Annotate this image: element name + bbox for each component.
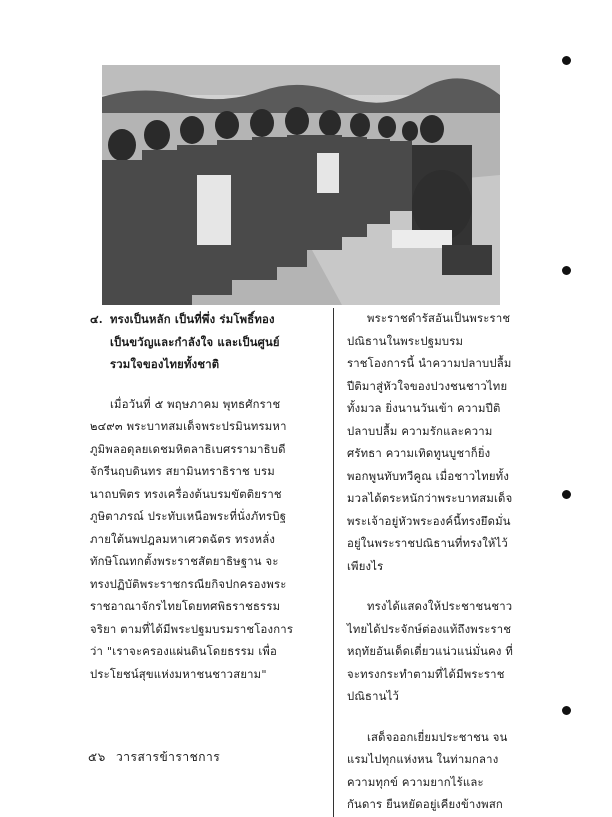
page-footer [88,748,220,767]
publication-name: วารสารข้าราชการ [116,750,221,764]
section-heading [90,308,295,376]
margin-mark [562,706,571,715]
page-number: ๕๖ [88,750,106,764]
photo-icon [102,65,500,305]
photo-king-with-villagers [102,65,500,305]
body-paragraph: เมื่อวันที่ ๕ พฤษภาคม พุทธศักราช ๒๔๙๓ พระบาทสมเด็จพระปรมินทรมหาภูมิพลอดุลยเดชมหิตลาธิเบศรรามาธิบดี จักรีนฤบดินทร สยามินทราธิราช บรมนาถบพิตร ทรงเครื่องต้นบรมขัตติยราชภูษิตาภรณ์ ประทับเหนือพระที่นั่งภัทรบิฐ ภายใต้นพปฎลมหาเศวตฉัตร ทรงหลั่งทักษิโณทกตั้งพระราชสัตยาธิษฐาน จะทรงปฏิบัติพระราชกรณียกิจปกครองพระราชอาณาจักรไทยโดยทศพิธราชธรรมจริยา ตามที่ได้มีพระปฐมบรมราชโองการว่า "เราจะครองแผ่นดินโดยธรรม เพื่อประโยชน์สุขแห่งมหาชนชาวสยาม" [90,397,294,681]
left-column [90,308,295,686]
body-paragraph: ทรงได้แสดงให้ประชาชนชาวไทยได้ประจักษ์ต่องแท้ถึงพระราชหฤทัยอันเด็ดเดี่ยวแน่วแน่มั่นคง ที่จะทรงกระทำตามที่ได้มีพระราชปณิธานไว้ [347,600,513,703]
margin-mark [562,266,571,275]
body-paragraph: พระราชดำรัสอันเป็นพระราชปณิธานในพระปฐมบรมราชโองการนี้ นำความปลาบปลื้มปีติมาสู่หัวใจของปวงชนชาวไทยทั้งมวล ยิ่งนานวันเข้า ความปีติปลาบปลื้ม ความรักและความศรัทธา ความเทิดทูนบูชาก็ยิ่งพอกพูนทับทวีคูณ เมื่อชาวไทยทั้งมวลได้ตระหนักว่าพระบาทสมเด็จพระเจ้าอยู่หัวพระองค์นี้ทรงยึดมั่นอยู่ในพระราชปณิธานที่ทรงให้ไว้เพียงไร [347,312,513,573]
margin-mark [562,490,571,499]
heading-text: ทรงเป็นหลัก เป็นที่พึ่ง ร่มโพธิ์ทอง เป็นขวัญและกำลังใจ และเป็นศูนย์รวมใจของไทยทั้งชาติ [110,312,280,371]
body-paragraph: เสด็จออกเยี่ยมประชาชน จนแรมไปทุกแห่งหน ในท่ามกลางความทุกข์ ความยากไร้และกันดาร ยืนหยัดอยู่เคียงข้างพสก [347,730,508,811]
heading-number: ๔. [90,312,103,326]
right-column [333,308,519,817]
margin-mark [562,56,571,65]
